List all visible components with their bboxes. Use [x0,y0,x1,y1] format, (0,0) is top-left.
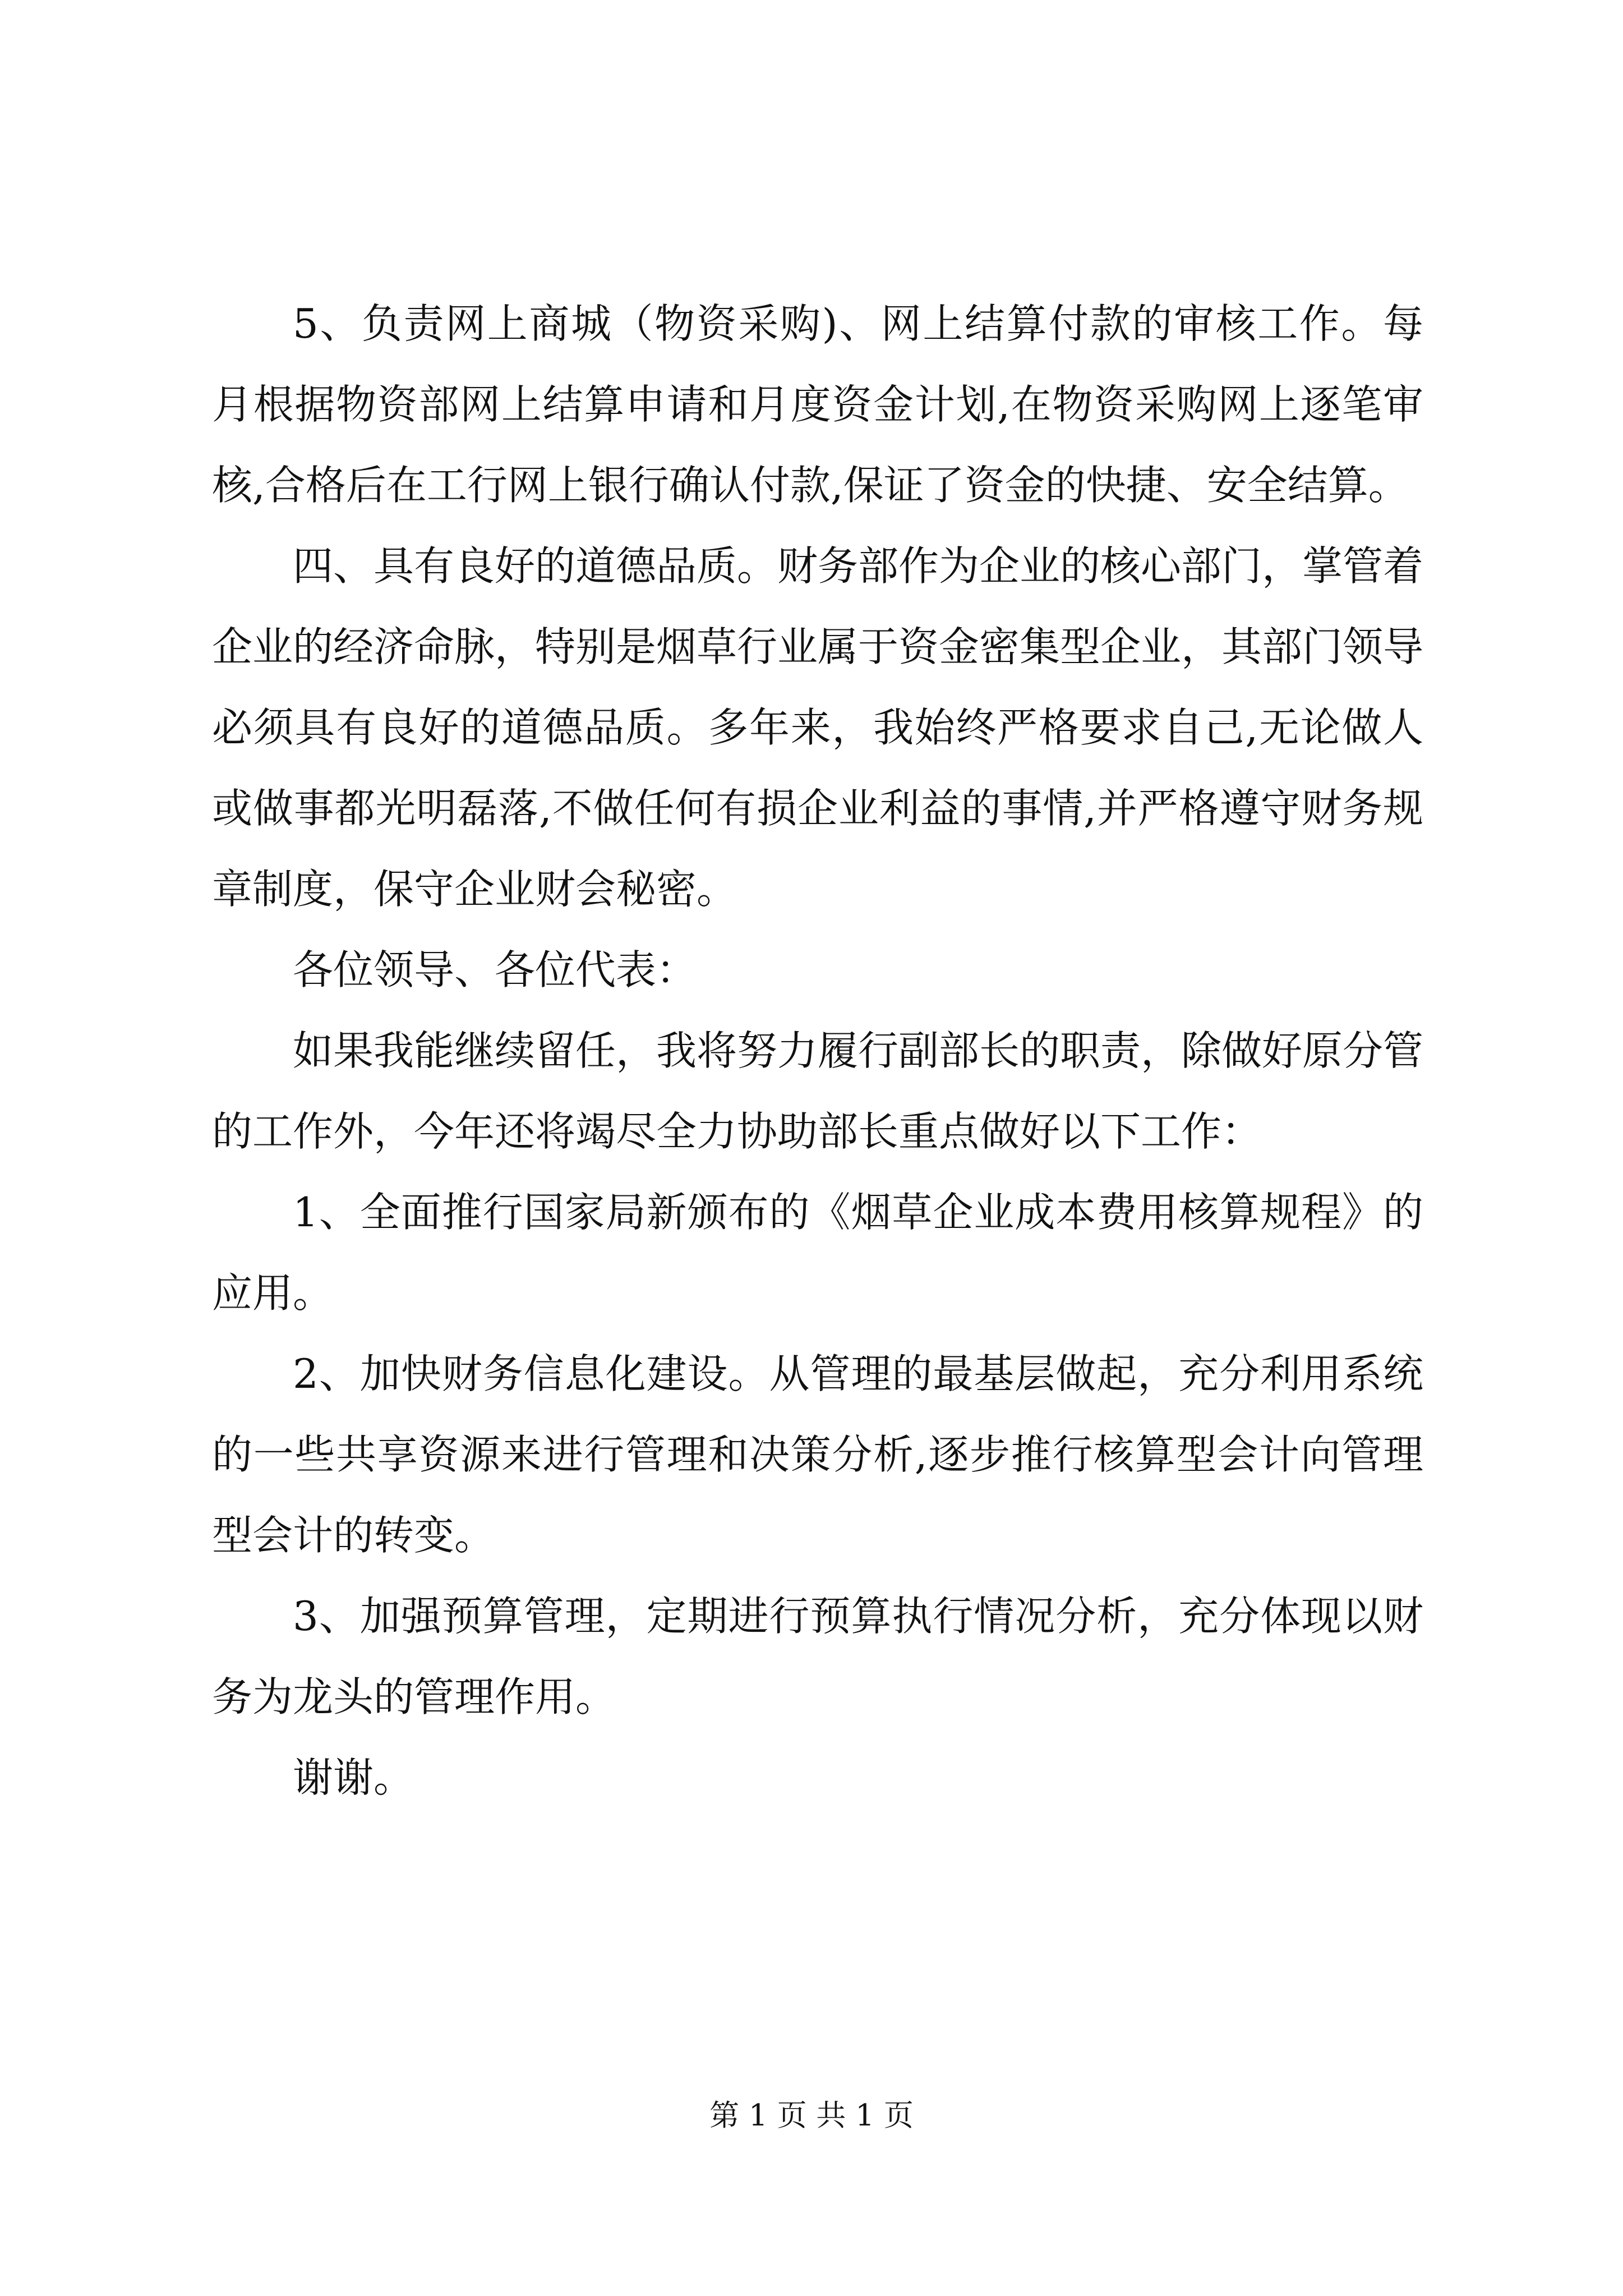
paragraph-work-2: 2、加快财务信息化建设。从管理的最基层做起，充分利用系统的一些共享资源来进行管理和决策分析,逐步推行核算型会计向管理型会计的转变。 [212,1350,1423,1559]
paragraph-work-3: 3、加强预算管理，定期进行预算执行情况分析，充分体现以财务为龙头的管理作用。 [212,1593,1423,1720]
paragraph-commitment: 如果我能继续留任，我将努力履行副部长的职责，除做好原分管的工作外，今年还将竭尽全力协助部长重点做好以下工作： [212,1027,1424,1155]
page-footer: 第 1 页 共 1 页 [709,2099,914,2133]
document-body [212,283,1423,1818]
paragraph-moral-quality: 四、具有良好的道德品质。财务部作为企业的核心部门，掌管着企业的经济命脉，特别是烟草行业属于资金密集型企业，其部门领导必须具有良好的道德品质。多年来，我始终严格要求自己,无论做人或做事都光明磊落,不做任何有损企业利益的事情,并严格遵守财务规章制度，保守企业财会秘密。 [212,542,1424,913]
paragraph-item-5: 5、负责网上商城（物资采购)、网上结算付款的审核工作。每月根据物资部网上结算申请和月度资金计划,在物资采购网上逐笔审核,合格后在工行网上银行确认付款,保证了资金的快捷、安全结算。 [212,300,1423,509]
paragraph-salutation: 各位领导、各位代表： [293,946,697,993]
paragraph-work-1: 1、全面推行国家局新颁布的《烟草企业成本费用核算规程》的应用。 [212,1189,1423,1317]
paragraph-thanks: 谢谢。 [293,1754,414,1801]
